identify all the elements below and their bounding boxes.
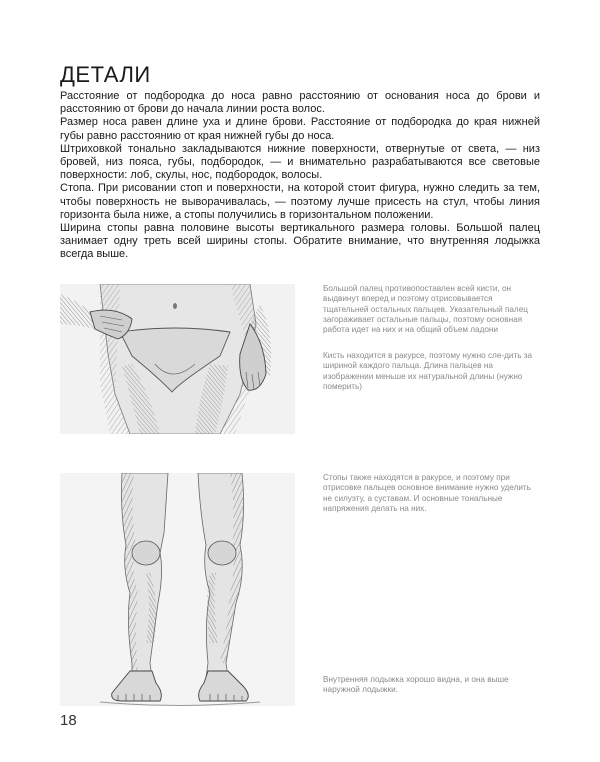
caption-hand-text: Кисть находится в ракурсе, поэтому нужно сле-дить за шириной каждого пальца. Длина пальцев на изображении меньше их натуральной длины (нужно померить) — [323, 351, 533, 391]
paragraph-feet: Стопа. При рисовании стоп и поверхности, на которой стоит фигура, нужно следить за тем, чтобы поверхность не выворачивалась, — поэтому лучше присесть на стул, чтобы линия горизонта была ниже, а стопы получились в горизонтальном положении. — [60, 182, 540, 221]
paragraph-shading: Штриховкой тонально закладываются нижние поверхности, отвернутые от света, — низ бровей, низ пояса, губы, подбородок, — и внимательно разрабатываются все световые поверхности: лоб, скулы, нос, подбородок, волосы. — [60, 142, 540, 182]
paragraph-proportions-nose: Размер носа равен длине уха и длине брови. Расстояние от подбородка до края нижней губы равно расстоянию от края нижней губы до носа. — [60, 116, 540, 142]
caption-feet-text: Стопы также находятся в ракурсе, и поэтому при отрисовке пальцев основное внимание нужно уделить не силуэту, а суставам. И основные тональные напряжения делать на них. — [323, 473, 531, 513]
body-text — [60, 90, 540, 262]
caption-hand-foreshortening — [323, 351, 533, 392]
page-number: 18 — [60, 712, 77, 729]
figure-legs-feet — [60, 473, 295, 706]
caption-ankle-text: Внутренняя лодыжка хорошо видна, и она выше наружной лодыжки. — [323, 675, 509, 695]
figure-torso-hand — [60, 284, 295, 434]
legs-feet-drawing — [60, 473, 295, 706]
caption-thumb — [323, 284, 533, 335]
torso-hand-drawing — [60, 284, 295, 434]
caption-thumb-text: Большой палец противопоставлен всей кисти, он выдвинут вперед и поэтому отрисовывается тщательней остальных пальцев. Указательный палец загораживает остальные пальцы, поэтому основная работа идет на них и на общий объем ладони — [323, 284, 528, 335]
page-title: ДЕТАЛИ — [60, 62, 151, 87]
caption-feet-foreshortening — [323, 473, 533, 514]
paragraph-foot-width: Ширина стопы равна половине высоты вертикального размера головы. Большой палец занимает одну треть всей ширины стопы. Обратите внимание, что внутренняя лодыжка всегда выше. — [60, 222, 540, 261]
paragraph-proportions-face: Расстояние от подбородка до носа равно расстоянию от основания носа до брови и расстоянию от брови до начала линии роста волос. — [60, 90, 540, 116]
caption-ankle — [323, 675, 533, 696]
